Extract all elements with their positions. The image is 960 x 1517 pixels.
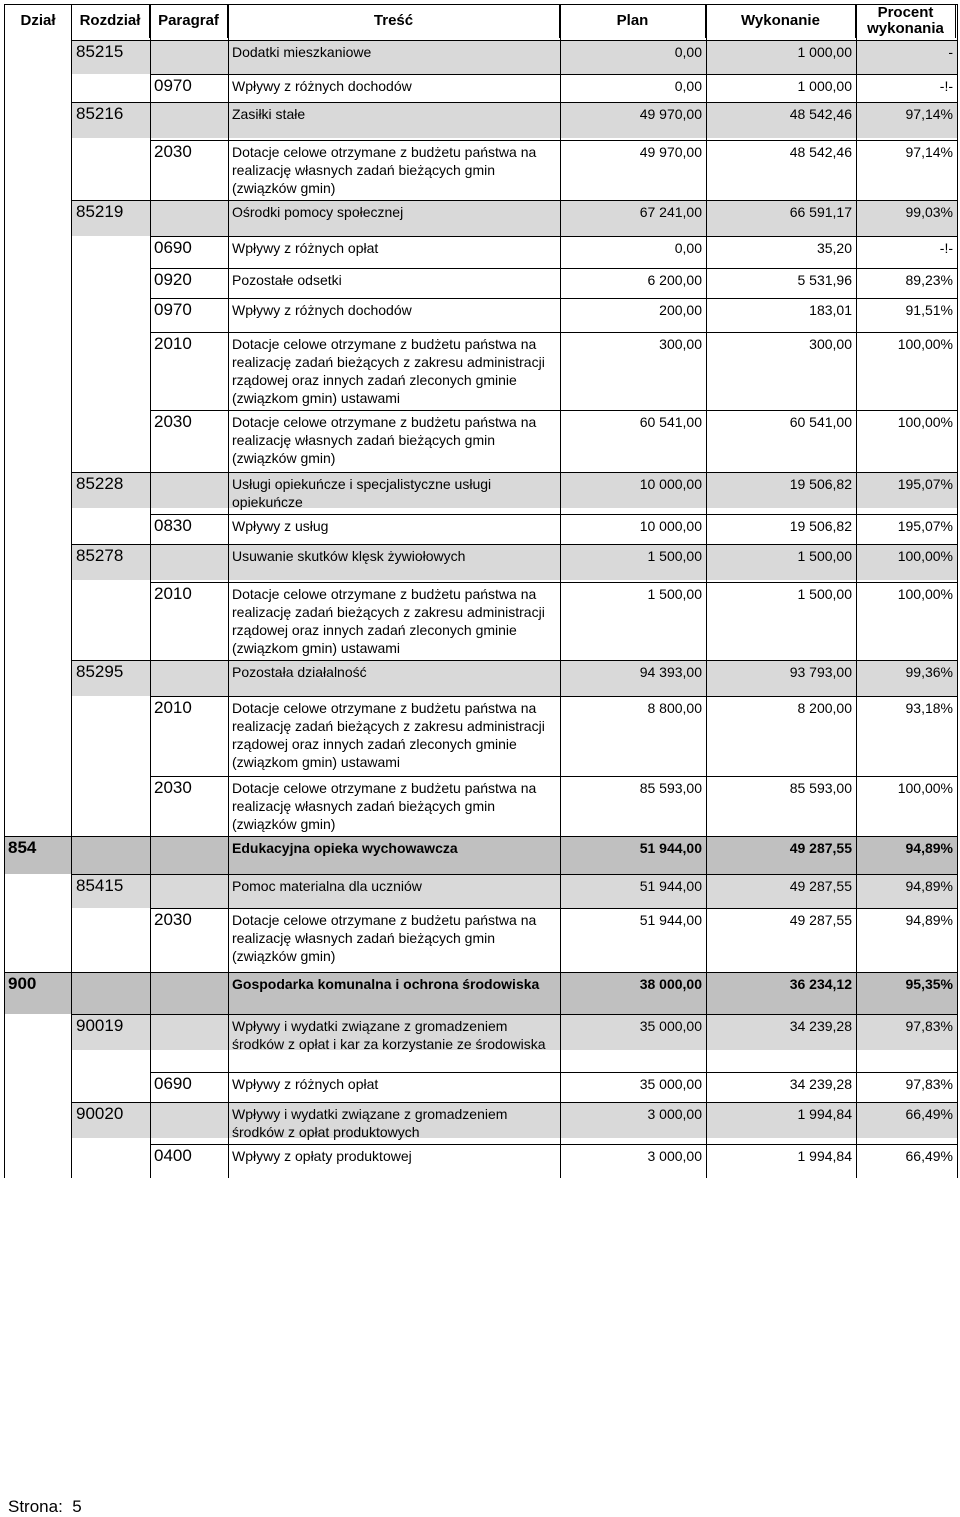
column-border xyxy=(957,4,958,1178)
row-description: Wpływy i wydatki związane z gromadzeniem środków z opłat i kar za korzystanie ze środowiska xyxy=(232,1018,546,1052)
row-border xyxy=(4,972,957,973)
row-description: Dotacje celowe otrzymane z budżetu państwa na realizację własnych zadań bieżących gmin (związków gmin) xyxy=(232,780,537,832)
row-wykonanie: 1 500,00 xyxy=(797,586,852,602)
row-wykonanie: 5 531,96 xyxy=(797,272,852,288)
row-plan: 0,00 xyxy=(674,78,702,94)
row-description: Wpływy z opłaty produktowej xyxy=(232,1148,412,1164)
footer-page-number: 5 xyxy=(72,1497,82,1516)
row-wykonanie: 49 287,55 xyxy=(789,878,852,894)
row-border xyxy=(71,660,957,661)
row-plan: 3 000,00 xyxy=(647,1148,702,1164)
row-code: 2010 xyxy=(154,584,192,603)
row-wykonanie: 19 506,82 xyxy=(789,476,852,492)
row-percent: 91,51% xyxy=(905,302,953,318)
row-plan: 6 200,00 xyxy=(647,272,702,288)
row-code: 2030 xyxy=(154,778,192,797)
row-percent: -!- xyxy=(939,240,953,256)
row-plan: 35 000,00 xyxy=(639,1076,702,1092)
row-plan: 3 000,00 xyxy=(647,1106,702,1122)
header-paragraf: Paragraf xyxy=(150,4,228,38)
row-percent: 97,14% xyxy=(905,144,953,160)
row-code: 85415 xyxy=(76,876,124,895)
row-border xyxy=(71,874,957,875)
row-code: 90019 xyxy=(76,1016,124,1035)
row-description: Dotacje celowe otrzymane z budżetu państwa na realizację własnych zadań bieżących gmin (związków gmin) xyxy=(232,912,537,964)
row-border xyxy=(71,102,957,103)
row-code: 0400 xyxy=(154,1146,192,1165)
row-border xyxy=(71,544,957,545)
row-wykonanie: 34 239,28 xyxy=(789,1018,852,1034)
row-percent: 195,07% xyxy=(897,476,953,492)
row-wykonanie: 1 500,00 xyxy=(797,548,852,564)
row-percent: 100,00% xyxy=(897,336,953,352)
row-percent: - xyxy=(948,44,953,60)
row-border xyxy=(150,776,957,777)
row-border xyxy=(4,836,957,837)
row-percent: 97,83% xyxy=(905,1018,953,1034)
row-percent: -!- xyxy=(939,78,953,94)
row-border xyxy=(150,140,957,141)
row-description: Wpływy z różnych opłat xyxy=(232,1076,379,1092)
row-wykonanie: 1 000,00 xyxy=(797,44,852,60)
column-border xyxy=(228,4,229,1178)
row-wykonanie: 19 506,82 xyxy=(789,518,852,534)
row-plan: 8 800,00 xyxy=(647,700,702,716)
row-description: Dodatki mieszkaniowe xyxy=(232,44,372,60)
row-wykonanie: 8 200,00 xyxy=(797,700,852,716)
row-wykonanie: 183,01 xyxy=(809,302,852,318)
row-wykonanie: 34 239,28 xyxy=(789,1076,852,1092)
row-percent: 89,23% xyxy=(905,272,953,288)
row-wykonanie: 85 593,00 xyxy=(789,780,852,796)
row-wykonanie: 36 234,12 xyxy=(789,976,852,992)
footer-label: Strona: xyxy=(8,1497,63,1516)
row-plan: 38 000,00 xyxy=(639,976,702,992)
row-code: 90020 xyxy=(76,1104,124,1123)
row-plan: 0,00 xyxy=(674,44,702,60)
row-border xyxy=(71,1102,957,1103)
row-percent: 100,00% xyxy=(897,414,953,430)
row-border xyxy=(150,332,957,333)
row-percent: 99,36% xyxy=(905,664,953,680)
row-plan: 51 944,00 xyxy=(639,840,702,856)
row-code: 2030 xyxy=(154,412,192,431)
row-percent: 100,00% xyxy=(897,586,953,602)
row-plan: 94 393,00 xyxy=(639,664,702,680)
row-code: 900 xyxy=(8,974,37,993)
column-border xyxy=(150,4,151,1178)
row-plan: 49 970,00 xyxy=(639,144,702,160)
header-plan: Plan xyxy=(560,4,706,38)
row-code: 85295 xyxy=(76,662,124,681)
row-code: 85215 xyxy=(76,42,124,61)
row-wykonanie: 1 994,84 xyxy=(797,1106,852,1122)
row-border xyxy=(150,74,957,75)
row-percent: 94,89% xyxy=(905,878,953,894)
row-description: Wpływy z usług xyxy=(232,518,329,534)
row-wykonanie: 49 287,55 xyxy=(789,840,852,856)
row-code: 2010 xyxy=(154,334,192,353)
row-description: Usuwanie skutków klęsk żywiołowych xyxy=(232,548,466,564)
row-code: 854 xyxy=(8,838,37,857)
row-description: Pomoc materialna dla uczniów xyxy=(232,878,422,894)
row-description: Wpływy z różnych opłat xyxy=(232,240,379,256)
row-plan: 35 000,00 xyxy=(639,1018,702,1034)
row-border xyxy=(150,696,957,697)
row-plan: 0,00 xyxy=(674,240,702,256)
row-percent: 99,03% xyxy=(905,204,953,220)
row-border xyxy=(71,40,957,41)
page-footer xyxy=(8,1497,82,1517)
row-code: 85216 xyxy=(76,104,124,123)
row-wykonanie: 60 541,00 xyxy=(789,414,852,430)
column-border xyxy=(856,4,857,1178)
row-description: Dotacje celowe otrzymane z budżetu państwa na realizację zadań bieżących z zakresu administracji rządowej oraz innych zadań zleconych gminie (związkom gmin) ustawami xyxy=(232,700,545,770)
row-description: Usługi opiekuńcze i specjalistyczne usługi opiekuńcze xyxy=(232,476,492,510)
row-description: Dotacje celowe otrzymane z budżetu państwa na realizację własnych zadań bieżących gmin (związków gmin) xyxy=(232,414,537,466)
header-tresc: Treść xyxy=(228,4,560,38)
row-percent: 97,83% xyxy=(905,1076,953,1092)
column-border xyxy=(560,4,561,1178)
header-procent: Procent wykonania xyxy=(856,4,956,38)
row-percent: 93,18% xyxy=(905,700,953,716)
row-code: 2010 xyxy=(154,698,192,717)
column-border xyxy=(4,4,5,1178)
row-code: 85278 xyxy=(76,546,124,565)
row-border xyxy=(71,200,957,201)
row-plan: 85 593,00 xyxy=(639,780,702,796)
row-plan: 1 500,00 xyxy=(647,548,702,564)
row-percent: 100,00% xyxy=(897,548,953,564)
row-plan: 51 944,00 xyxy=(639,878,702,894)
row-border xyxy=(150,582,957,583)
row-description: Ośrodki pomocy społecznej xyxy=(232,204,404,220)
row-wykonanie: 48 542,46 xyxy=(789,144,852,160)
column-border xyxy=(71,4,72,1178)
row-border xyxy=(150,1072,957,1073)
row-code: 0690 xyxy=(154,238,192,257)
row-description: Pozostałe odsetki xyxy=(232,272,342,288)
row-description: Dotacje celowe otrzymane z budżetu państwa na realizację zadań bieżących z zakresu administracji rządowej oraz innych zadań zleconych gminie (związkom gmin) ustawami xyxy=(232,336,545,406)
row-code: 85219 xyxy=(76,202,124,221)
row-description: Edukacyjna opieka wychowawcza xyxy=(232,840,458,856)
row-border xyxy=(71,1014,957,1015)
row-percent: 195,07% xyxy=(897,518,953,534)
row-percent: 95,35% xyxy=(905,976,953,992)
row-border xyxy=(150,410,957,411)
row-description: Pozostała działalność xyxy=(232,664,367,680)
row-plan: 10 000,00 xyxy=(639,518,702,534)
row-percent: 100,00% xyxy=(897,780,953,796)
row-plan: 49 970,00 xyxy=(639,106,702,122)
row-code: 0690 xyxy=(154,1074,192,1093)
row-code: 0970 xyxy=(154,76,192,95)
row-plan: 10 000,00 xyxy=(639,476,702,492)
row-border xyxy=(150,1144,957,1145)
row-code: 85228 xyxy=(76,474,124,493)
row-border xyxy=(150,298,957,299)
row-border xyxy=(150,514,957,515)
row-code: 0920 xyxy=(154,270,192,289)
row-percent: 66,49% xyxy=(905,1148,953,1164)
row-description: Dotacje celowe otrzymane z budżetu państwa na realizację własnych zadań bieżących gmin (związków gmin) xyxy=(232,144,537,196)
header-rozdzial: Rozdział xyxy=(71,4,150,38)
row-description: Gospodarka komunalna i ochrona środowiska xyxy=(232,976,540,992)
row-percent: 94,89% xyxy=(905,840,953,856)
row-plan: 67 241,00 xyxy=(639,204,702,220)
row-wykonanie: 300,00 xyxy=(809,336,852,352)
row-wykonanie: 93 793,00 xyxy=(789,664,852,680)
row-code: 0970 xyxy=(154,300,192,319)
row-wykonanie: 49 287,55 xyxy=(789,912,852,928)
row-plan: 300,00 xyxy=(659,336,702,352)
row-description: Wpływy z różnych dochodów xyxy=(232,78,412,94)
row-border xyxy=(71,472,957,473)
header-top-border xyxy=(4,4,957,5)
row-wykonanie: 1 994,84 xyxy=(797,1148,852,1164)
row-description: Wpływy z różnych dochodów xyxy=(232,302,412,318)
row-description: Dotacje celowe otrzymane z budżetu państwa na realizację zadań bieżących z zakresu administracji rządowej oraz innych zadań zleconych gminie (związkom gmin) ustawami xyxy=(232,586,545,656)
row-percent: 66,49% xyxy=(905,1106,953,1122)
row-wykonanie: 35,20 xyxy=(816,240,852,256)
column-border xyxy=(706,4,707,1178)
row-code: 2030 xyxy=(154,142,192,161)
row-wykonanie: 1 000,00 xyxy=(797,78,852,94)
row-description: Wpływy i wydatki związane z gromadzeniem środków z opłat produktowych xyxy=(232,1106,508,1140)
header-wykonanie: Wykonanie xyxy=(706,4,856,38)
row-plan: 1 500,00 xyxy=(647,586,702,602)
row-plan: 60 541,00 xyxy=(639,414,702,430)
row-code: 2030 xyxy=(154,910,192,929)
row-plan: 200,00 xyxy=(659,302,702,318)
row-percent: 97,14% xyxy=(905,106,953,122)
row-border xyxy=(150,236,957,237)
header-dzial: Dział xyxy=(4,4,72,38)
row-border xyxy=(150,908,957,909)
row-description: Zasiłki stałe xyxy=(232,106,306,122)
row-code: 0830 xyxy=(154,516,192,535)
row-wykonanie: 66 591,17 xyxy=(789,204,852,220)
row-border xyxy=(150,268,957,269)
row-percent: 94,89% xyxy=(905,912,953,928)
row-wykonanie: 48 542,46 xyxy=(789,106,852,122)
row-plan: 51 944,00 xyxy=(639,912,702,928)
